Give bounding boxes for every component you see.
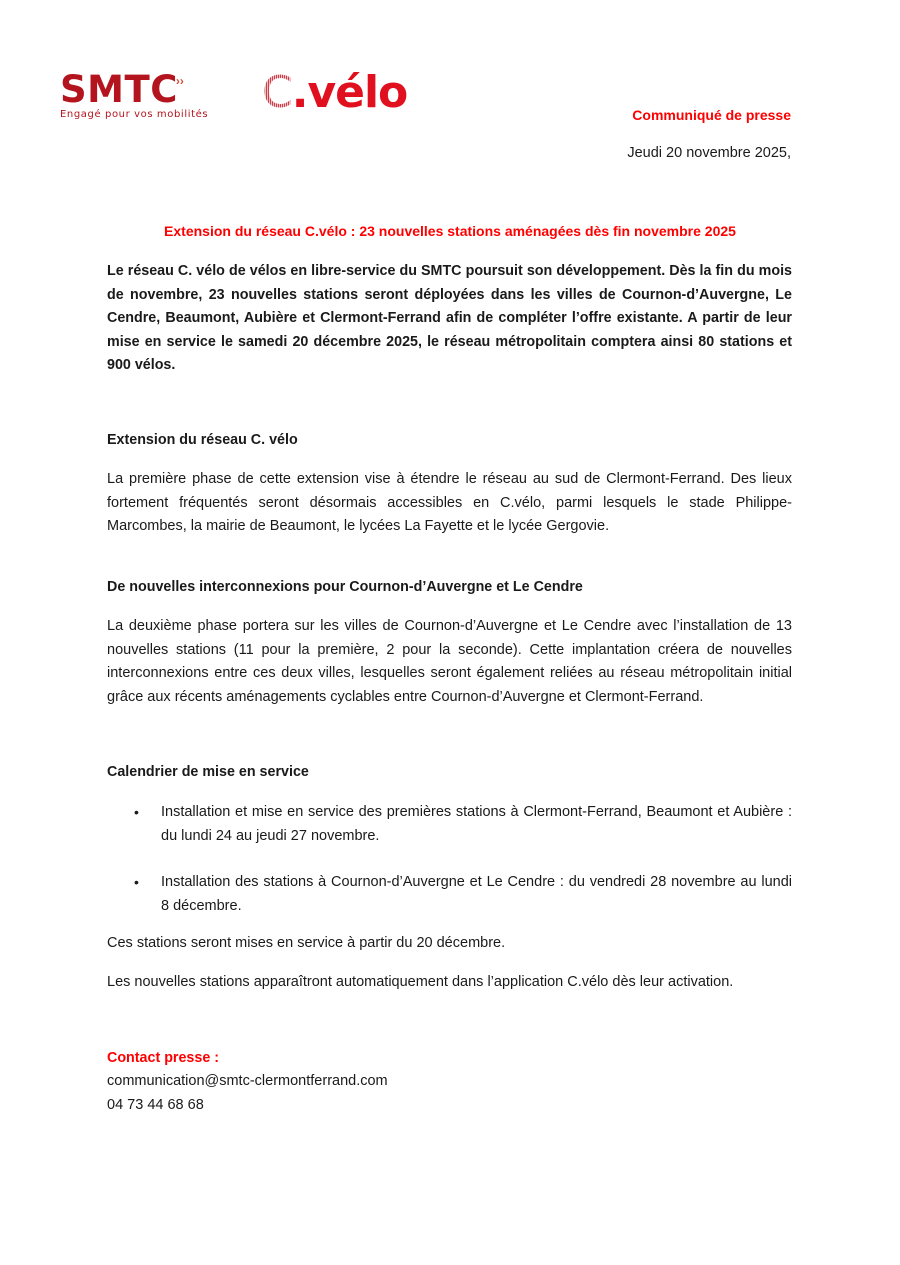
bullet-icon: •	[134, 874, 139, 890]
smtc-wordmark: SMTC	[60, 68, 178, 111]
list-item-text: Installation et mise en service des premières stations à Clermont-Ferrand, Beaumont et Aubière : du lundi 24 au jeudi 27 novembre.	[161, 804, 792, 844]
bullet-icon: •	[134, 804, 139, 820]
section-body-extension: La première phase de cette extension vise à étendre le réseau au sud de Clermont-Ferrand. Des lieux fortement fréquentés seront désormais accessibles en C.vélo, parmi lesquels le stade Philippe-Marcombes, la mairie de Beaumont, le lycées La Fayette et le lycée Gergovie.	[107, 471, 792, 534]
smtc-tagline: Engagé pour vos mobilités	[60, 109, 209, 120]
cvelo-logo-c: C	[262, 67, 292, 118]
section-heading-interconnections: De nouvelles interconnexions pour Cournon-d’Auvergne et Le Cendre	[107, 579, 583, 595]
contact-label: Contact presse :	[107, 1050, 220, 1066]
section-body-interconnections: La deuxième phase portera sur les villes de Cournon-d’Auvergne et Le Cendre avec l’installation de 13 nouvelles stations (11 pour la première, 2 pour la seconde). Cette implantation créera de nouvelles interconnexions entre ces deux villes, lesquelles seront également reliées au réseau métropolitain initial grâce aux récents aménagements cyclables entre Cournon-d’Auvergne et Clermont-Ferrand.	[107, 618, 792, 705]
lead-paragraph: Le réseau C. vélo de vélos en libre-service du SMTC poursuit son développement. Dès la fin du mois de novembre, 23 nouvelles stations seront déployées dans les villes de Cournon-d’Auvergne, Le Cendre, Beaumont, Aubière et Clermont-Ferrand afin de compléter l’offre existante. A partir de leur mise en service le samedi 20 décembre 2025, le réseau métropolitain comptera ainsi 80 stations et 900 vélos.	[107, 263, 792, 373]
release-date: Jeudi 20 novembre 2025,	[627, 145, 791, 161]
press-release-label: Communiqué de presse	[632, 107, 791, 123]
list-item	[107, 801, 792, 848]
list-item	[107, 871, 792, 918]
calendar-list	[107, 801, 792, 941]
page-title: Extension du réseau C.vélo : 23 nouvelles stations aménagées dès fin novembre 2025	[164, 223, 736, 239]
activation-date-paragraph: Ces stations seront mises en service à partir du 20 décembre.	[107, 935, 506, 951]
contact-email-link[interactable]: communication@smtc-clermontferrand.com	[107, 1073, 388, 1089]
cvelo-logo	[262, 68, 407, 118]
cvelo-logo-text: .vélo	[291, 67, 408, 118]
smtc-chevron-icon: ››	[175, 74, 184, 88]
app-notice-paragraph: Les nouvelles stations apparaîtront automatiquement dans l’application C.vélo dès leur activation.	[107, 974, 734, 990]
section-heading-extension: Extension du réseau C. vélo	[107, 432, 298, 448]
smtc-logo	[60, 68, 225, 124]
section-heading-calendar: Calendrier de mise en service	[107, 764, 309, 780]
list-item-text: Installation des stations à Cournon-d’Auvergne et Le Cendre : du vendredi 28 novembre au lundi 8 décembre.	[161, 874, 792, 914]
contact-phone: 04 73 44 68 68	[107, 1097, 204, 1113]
